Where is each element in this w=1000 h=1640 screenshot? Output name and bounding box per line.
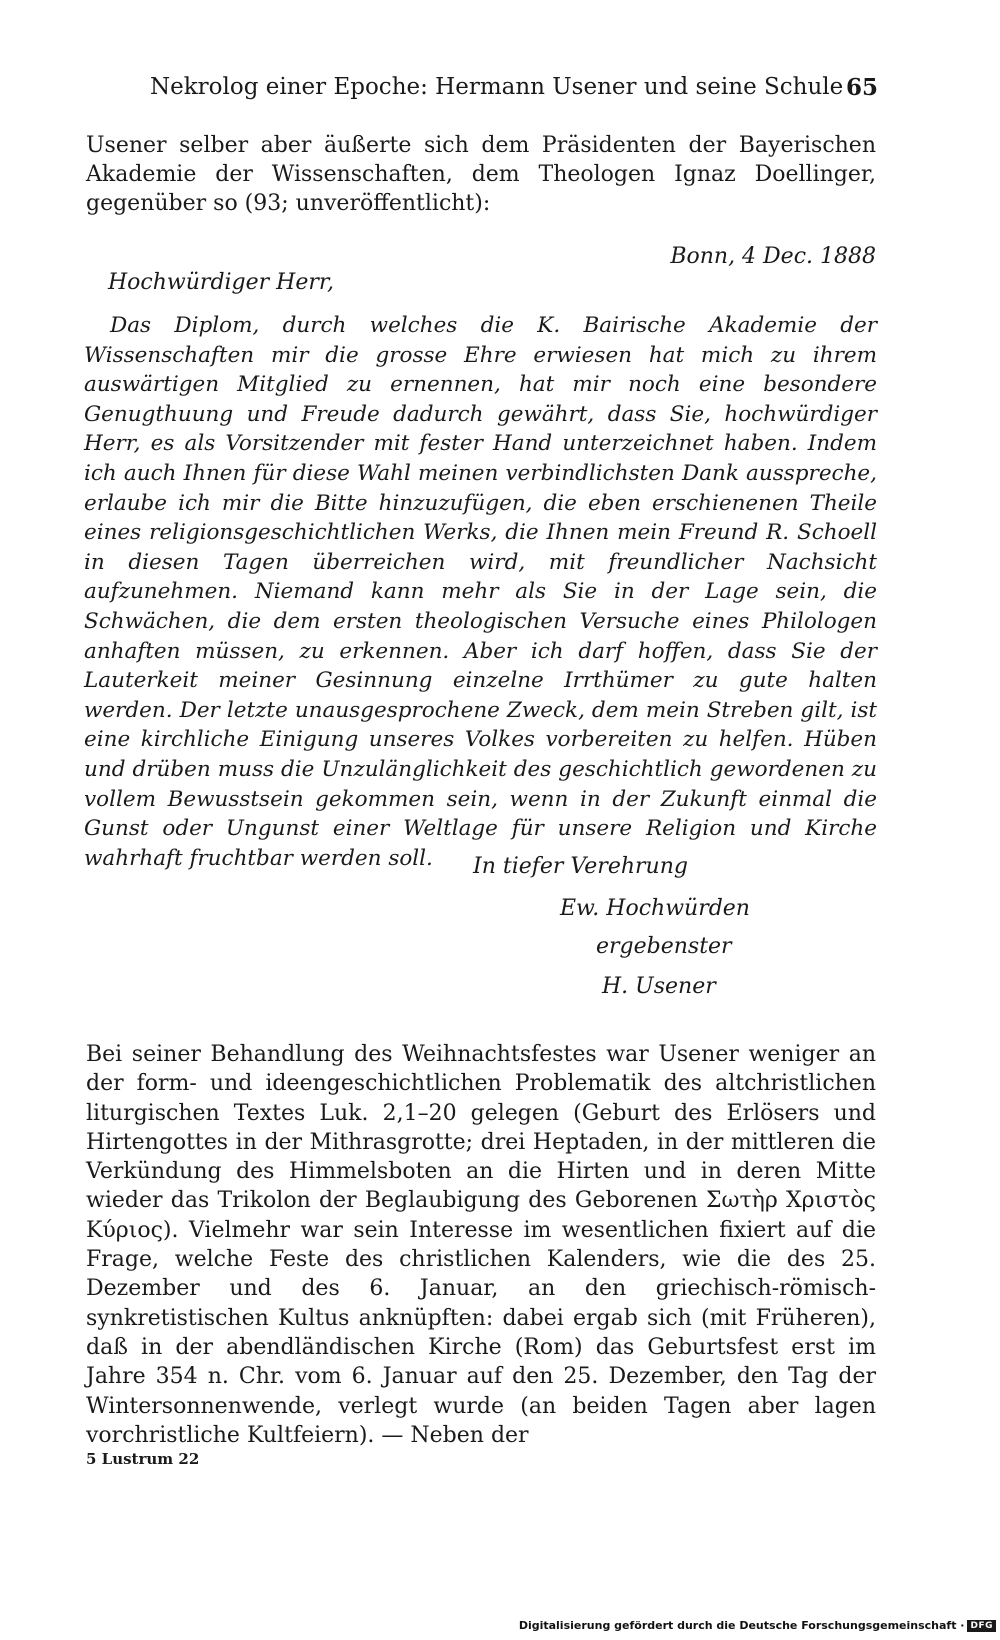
letter-closing-2: Ew. Hochwürden — [560, 896, 750, 921]
digitization-footer — [519, 1619, 996, 1632]
letter-salutation: Hochwürdiger Herr, — [108, 270, 334, 295]
letter-date-line: Bonn, 4 Dec. 1888 — [670, 244, 876, 269]
dfg-logo-icon: DFG — [967, 1620, 996, 1632]
digitization-credit: Digitalisierung gefördert durch die Deutsche Forschungsgemeinschaft · — [518, 1619, 965, 1632]
running-title: Nekrolog einer Epoche: Hermann Usener und seine Schule — [150, 74, 844, 100]
page-number: 65 — [845, 74, 878, 101]
intro-paragraph: Usener selber aber äußerte sich dem Präsidenten der Bayerischen Akademie der Wissenschaften, dem Theologen Ignaz Doellinger, gegenüber so (93; unveröffentlicht): — [86, 133, 876, 216]
body-paragraph: Bei seiner Behandlung des Weihnachtsfestes war Usener weniger an der form- und ideengeschichtlichen Problematik des altchristlichen liturgischen Textes Luk. 2,1–20 gelegen (Geburt des Erlösers und Hirtengottes in der Mithrasgrotte; drei Heptaden, in der mittleren die Verkündung des Himmelsboten an die Hirten und in deren Mitte wieder das Trikolon der Beglaubigung des Geborenen Σωτὴρ Χριστὸς Κύριος). Vielmehr war sein Interesse im wesentlichen fixiert auf die Frage, welche Feste des christlichen Kalenders, wie die des 25. Dezember und des 6. Januar, an den griechisch-römisch-synkretistischen Kultus anknüpften: dabei ergab sich (mit Früheren), daß in der abendländischen Kirche (Rom) das Geburtsfest erst im Jahre 354 n. Chr. vom 6. Januar auf den 25. Dezember, den Tag der Wintersonnenwende, verlegt wurde (an beiden Tagen aber lagen vorchristliche Kultfeiern). — Neben der — [86, 1042, 876, 1448]
running-head — [150, 74, 878, 101]
letter-signature: H. Usener — [602, 974, 716, 999]
letter-closing-3: ergebenster — [596, 934, 732, 959]
printer-signature-mark: 5 Lustrum 22 — [86, 1450, 200, 1468]
letter-closing-1: In tiefer Verehrung — [473, 854, 688, 879]
letter-body: Das Diplom, durch welches die K. Bairische Akademie der Wissenschaften mir die grosse Ehre erwiesen hat mich zu ihrem auswärtigen Mitglied zu ernennen, hat mir noch eine besondere Genugthuung und Freude dadurch gewährt, dass Sie, hochwürdiger Herr, es als Vorsitzender mit fester Hand unterzeichnet haben. Indem ich auch Ihnen für diese Wahl meinen verbindlichsten Dank ausspreche, erlaube ich mir die Bitte hinzuzufügen, die eben erschienenen Theile eines religionsgeschichtlichen Werks, die Ihnen mein Freund R. Schoell in diesen Tagen überreichen wird, mit freundlicher Nachsicht aufzunehmen. Niemand kann mehr als Sie in der Lage sein, die Schwächen, die dem ersten theologischen Versuche eines Philologen anhaften müssen, zu erkennen. Aber ich darf hoffen, dass Sie der Lauterkeit meiner Gesinnung einzelne Irrthümer zu gute halten werden. Der letzte unausgesprochene Zweck, dem mein Streben gilt, ist eine kirchliche Einigung unseres Volkes vorbereiten zu helfen. Hüben und drüben muss die Unzulänglichkeit des geschichtlich gewordenen zu vollem Bewusstsein gekommen sein, wenn in der Zukunft einmal die Gunst oder Ungunst einer Weltlage für unsere Religion und Kirche wahrhaft fruchtbar werden soll. — [84, 313, 877, 871]
